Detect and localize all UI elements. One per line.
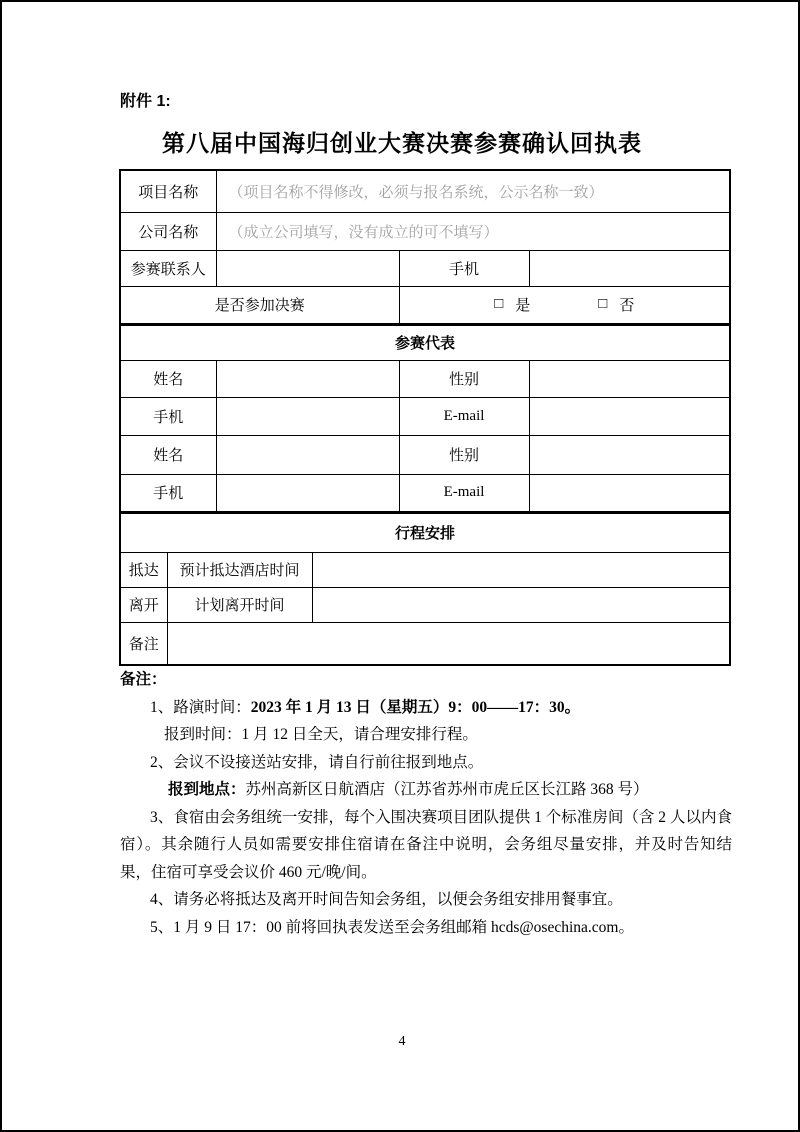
departure-time-input-cell[interactable] [312, 587, 730, 622]
rep2-email-input-cell[interactable] [529, 474, 730, 512]
attend-final-options-cell [399, 286, 730, 324]
attend-final-label: 是否参加决赛 [120, 286, 399, 324]
departure-time-label: 计划离开时间 [167, 587, 312, 622]
note-2-location-label: 报到地点： [168, 781, 246, 798]
rep2-gender-label: 性别 [399, 435, 529, 474]
table-row [120, 435, 730, 474]
table-row [120, 622, 730, 665]
rep1-phone-input-cell[interactable] [216, 397, 399, 435]
remark-input-cell[interactable] [167, 622, 730, 665]
attend-no-label: 否 [619, 298, 635, 314]
rep1-gender-input-cell[interactable] [529, 360, 730, 397]
table-row [120, 512, 730, 552]
table-row [120, 324, 730, 360]
contact-name-label: 参赛联系人 [120, 250, 216, 286]
rep1-gender-label: 性别 [399, 360, 529, 397]
rep2-name-input-cell[interactable] [216, 435, 399, 474]
contact-phone-input-cell[interactable] [529, 250, 730, 286]
rep2-phone-input-cell[interactable] [216, 474, 399, 512]
table-row [120, 212, 730, 250]
note-item-4: 4、请务必将抵达及离开时间告知会务组，以便会务组安排用餐事宜。 [150, 891, 623, 908]
rep2-gender-input-cell[interactable] [529, 435, 730, 474]
rep2-phone-label: 手机 [120, 474, 216, 512]
contact-phone-label: 手机 [399, 250, 529, 286]
attend-yes-label: 是 [515, 298, 531, 314]
note-item-1-checkin: 报到时间：1 月 12 日全天，请合理安排行程。 [164, 726, 478, 743]
page-number: 4 [398, 1034, 406, 1049]
rep1-phone-label: 手机 [120, 397, 216, 435]
remark-label: 备注 [120, 622, 167, 665]
note-1-roadshow-time: 2023 年 1 月 13 日（星期五）9：00——17：30。 [250, 698, 581, 716]
attachment-label: 附件 1: [120, 93, 171, 110]
confirmation-form-table [119, 169, 731, 666]
checkbox-no-icon[interactable]: □ [598, 296, 608, 312]
attend-yes-option[interactable] [494, 294, 530, 315]
table-row [120, 170, 730, 212]
rep2-name-label: 姓名 [120, 435, 216, 474]
table-row [120, 250, 730, 286]
notes-section [120, 666, 732, 941]
arrival-label: 抵达 [120, 552, 167, 587]
project-name-label: 项目名称 [120, 170, 216, 212]
note-item-2-location [120, 776, 732, 804]
table-row [120, 587, 730, 622]
rep1-name-label: 姓名 [120, 360, 216, 397]
note-item-1 [120, 694, 732, 722]
table-row [120, 397, 730, 435]
table-row [120, 552, 730, 587]
page-title: 第八届中国海归创业大赛决赛参赛确认回执表 [162, 130, 642, 156]
table-row [120, 286, 730, 324]
rep1-email-input-cell[interactable] [529, 397, 730, 435]
rep1-name-input-cell[interactable] [216, 360, 399, 397]
note-1-prefix: 1、路演时间： [150, 698, 251, 716]
note-item-3: 3、食宿由会务组统一安排，每个入围决赛项目团队提供 1 个标准房间（含 2 人以内食宿）。其余随行人员如需要安排住宿请在备注中说明，会务组尽量安排，并及时告知结果，住宿可享受会议价 460 元/晚/间。 [120, 808, 732, 881]
notes-heading: 备注： [120, 671, 167, 688]
arrival-time-input-cell[interactable] [312, 552, 730, 587]
table-row [120, 474, 730, 512]
attend-no-option[interactable] [598, 294, 634, 315]
arrival-time-label: 预计抵达酒店时间 [167, 552, 312, 587]
rep1-email-label: E-mail [399, 397, 529, 435]
note-2-location-text: 苏州高新区日航酒店（江苏省苏州市虎丘区长江路 368 号） [245, 781, 649, 798]
contact-name-input-cell[interactable] [216, 250, 399, 286]
company-name-label: 公司名称 [120, 212, 216, 250]
rep2-email-label: E-mail [399, 474, 529, 512]
project-name-input-cell[interactable]: （项目名称不得修改，必须与报名系统，公示名称一致） [216, 170, 730, 212]
company-name-input-cell[interactable]: （成立公司填写，没有成立的可不填写） [216, 212, 730, 250]
itinerary-section-header: 行程安排 [120, 512, 730, 552]
departure-label: 离开 [120, 587, 167, 622]
note-item-2: 2、会议不设接送站安排，请自行前往报到地点。 [150, 753, 484, 771]
note-item-5: 5、1 月 9 日 17：00 前将回执表发送至会务组邮箱 hcds@osechina.com。 [150, 918, 634, 936]
table-row [120, 360, 730, 397]
checkbox-yes-icon[interactable]: □ [494, 296, 504, 312]
representatives-section-header: 参赛代表 [120, 324, 730, 360]
